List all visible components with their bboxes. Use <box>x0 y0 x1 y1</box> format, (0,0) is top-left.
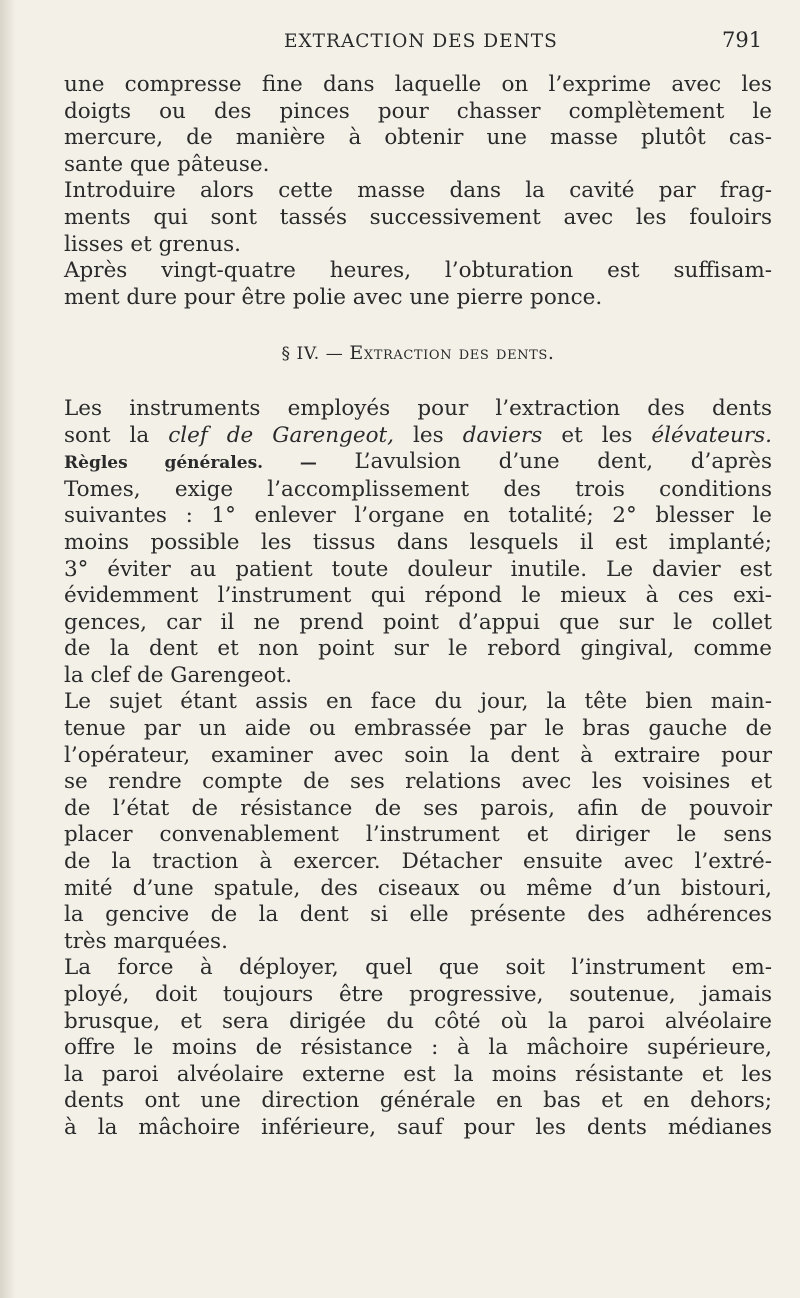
text-run: et les <box>561 422 633 448</box>
italic-run: daviers <box>462 422 543 448</box>
text-line: de l’état de résistance de ses parois, afin de pouvoir <box>64 795 772 821</box>
text-line: l’opérateur, examiner avec soin la dent à extraire pour <box>64 742 772 768</box>
text-line: Tomes, exige l’accomplissement des trois conditions <box>64 476 772 502</box>
page-edge-shadow <box>0 0 16 1298</box>
text-line: Introduire alors cette masse dans la cavité par frag- <box>64 178 772 204</box>
italic-run: élévateurs. <box>651 422 773 448</box>
text-line: la gencive de la dent si elle présente des adhérences <box>64 902 772 928</box>
text-line: de la dent et non point sur le rebord gingival, comme <box>64 636 772 662</box>
text-line-mixed <box>64 423 772 450</box>
text-line: ployé, doit toujours être progressive, soutenue, jamais <box>64 982 772 1007</box>
text-line: placer convenablement l’instrument et diriger le sens <box>64 822 772 848</box>
text-run: sont la <box>64 422 150 448</box>
text-line: sante que pâteuse. <box>64 151 270 177</box>
page-number: 791 <box>722 28 763 52</box>
run-in-heading: Règles générales. — <box>64 453 317 474</box>
text-line: suivantes : 1° enlever l’organe en totalité; 2° blesser le <box>64 503 772 529</box>
text-line: tenue par un aide ou embrassée par le bras gauche de <box>64 716 772 742</box>
text-line: gences, car il ne prend point d’appui que sur le collet <box>64 609 772 635</box>
text-run: les <box>413 422 444 448</box>
text-line: Après vingt-quatre heures, l’obturation est suffisam- <box>64 258 772 284</box>
text-line: doigts ou des pinces pour chasser complètement le <box>64 98 772 124</box>
text-line: mercure, de manière à obtenir une masse plutôt cas- <box>64 125 772 151</box>
italic-run: clef de Garengeot, <box>168 422 395 448</box>
body-text <box>64 72 772 1142</box>
text-line: 3° éviter au patient toute douleur inutile. Le davier est <box>64 556 772 582</box>
text-line: mité d’une spatule, des ciseaux ou même d’un bistouri, <box>64 875 772 901</box>
text-line: moins possible les tissus dans lesquels il est implanté; <box>64 529 772 555</box>
text-line: ment dure pour être polie avec une pierre ponce. <box>64 284 603 310</box>
text-line: à la mâchoire inférieure, sauf pour les dents médianes <box>64 1114 772 1140</box>
text-line: Les instruments employés pour l’extraction des dents <box>64 395 772 421</box>
text-line: la paroi alvéolaire externe est la moins résistante et les <box>64 1061 772 1087</box>
text-line: brusque, et sera dirigée du côté où la paroi alvéolaire <box>64 1008 772 1034</box>
text-line: se rendre compte de ses relations avec les voisines et <box>64 769 772 795</box>
text-line: une compresse fine dans laquelle on l’exprime avec les <box>64 72 772 97</box>
text-line: dents ont une direction générale en bas et en dehors; <box>64 1088 772 1114</box>
text-line: lisses et grenus. <box>64 231 241 257</box>
text-line: ments qui sont tassés successivement avec les fouloirs <box>64 204 772 230</box>
text-line: évidemment l’instrument qui répond le mieux à ces exi- <box>64 583 772 609</box>
section-number: § IV. — <box>281 344 344 365</box>
text-run: L’avulsion d’une dent, d’après <box>354 449 772 475</box>
text-line-mixed <box>64 449 772 477</box>
section-title: Extraction des dents. <box>349 342 555 365</box>
text-line: de la traction à exercer. Détacher ensuite avec l’extré- <box>64 849 772 875</box>
running-head: EXTRACTION DES DENTS <box>284 31 558 52</box>
section-heading <box>64 340 772 368</box>
text-line: La force à déployer, quel que soit l’instrument em- <box>64 955 772 981</box>
text-line: la clef de Garengeot. <box>64 662 293 688</box>
text-line: offre le moins de résistance : à la mâchoire supérieure, <box>64 1035 772 1061</box>
text-line: très marquées. <box>64 928 228 954</box>
text-line: Le sujet étant assis en face du jour, la tête bien main- <box>64 689 772 715</box>
